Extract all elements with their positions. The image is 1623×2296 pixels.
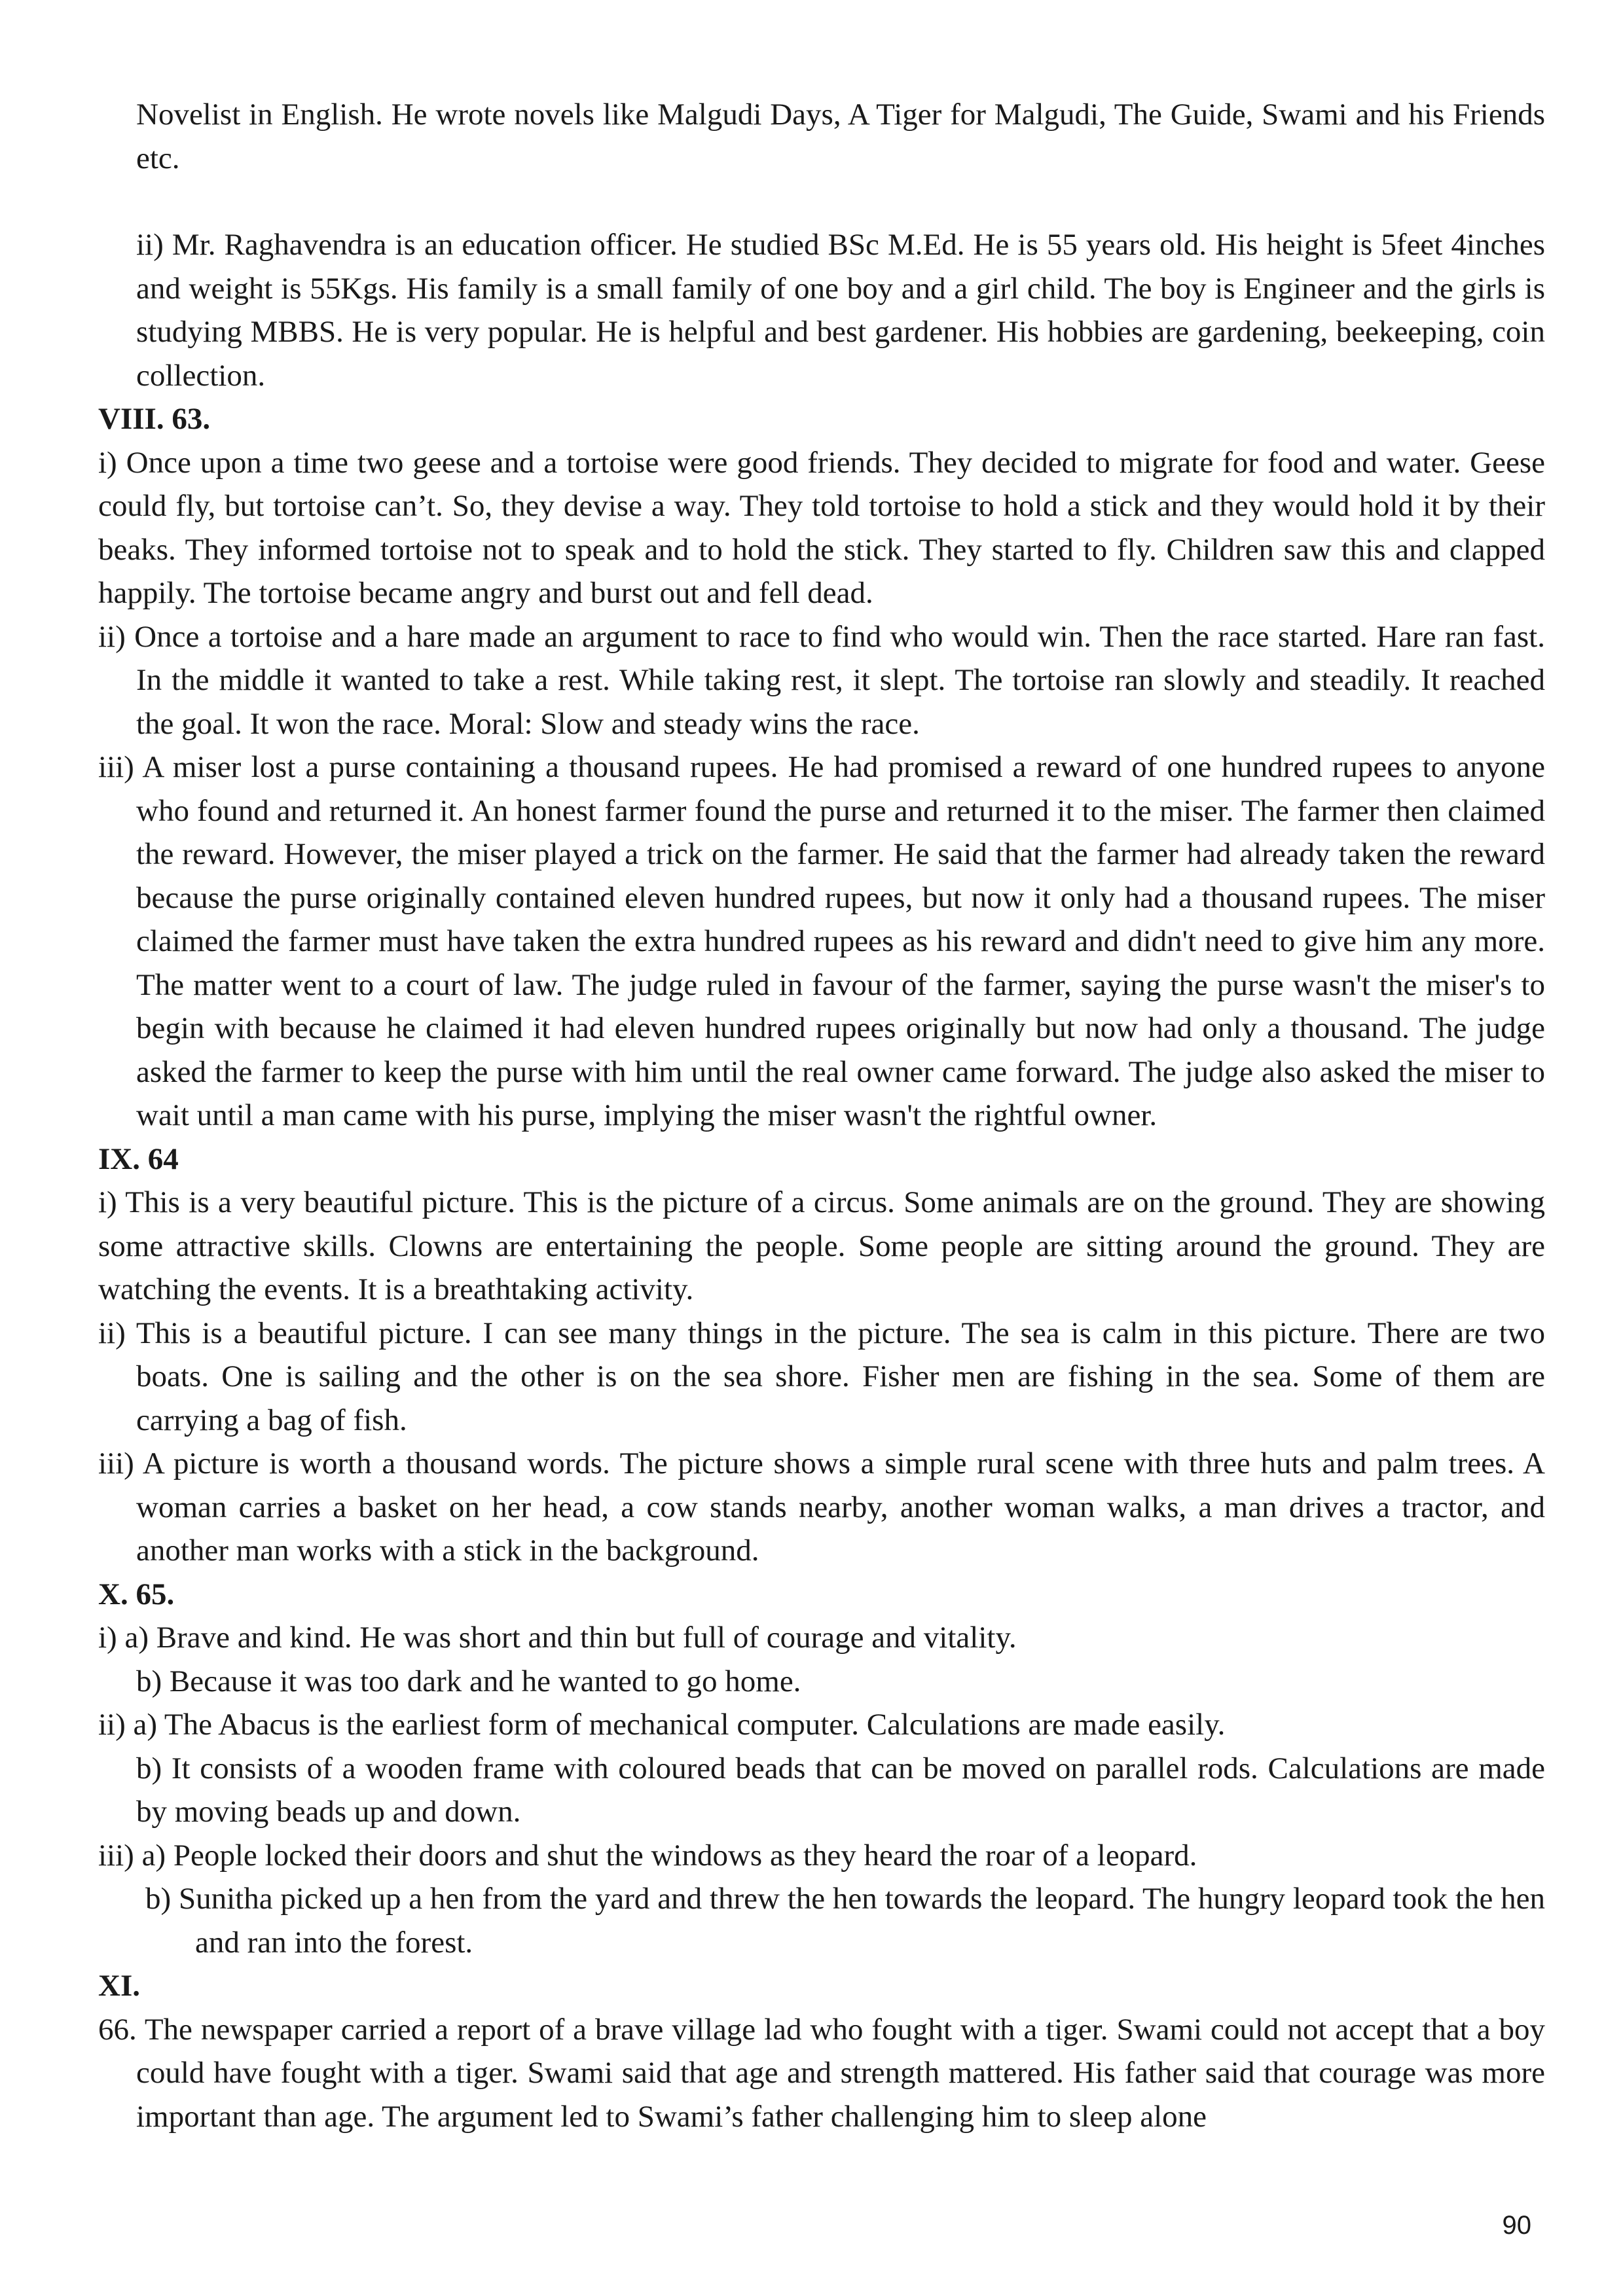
section-heading-viii-63 xyxy=(98,397,1545,441)
heading-roman-numeral: VIII xyxy=(98,402,156,436)
answer-i-a: i) a) Brave and kind. He was short and thin but full of courage and vitality. xyxy=(98,1621,1017,1655)
answer-iii-b: b) Sunitha picked up a hen from the yard and threw the hen towards the leopard. The hungry leopard took the hen and ran into the forest. xyxy=(145,1882,1545,1960)
story-i-geese-tortoise: i) Once upon a time two geese and a tortoise were good friends. They decided to migrate for food and water. Geese could fly, but tortoise can’t. So, they devise a way. They told tortoise to hold a stick and they would hold it by their beaks. They informed tortoise not to speak and to hold the stick. They started to fly. Children saw this and clapped happily. The tortoise became angry and burst out and fell dead. xyxy=(98,445,1545,610)
answer-66-swami-tiger: 66. The newspaper carried a report of a brave village lad who fought with a tiger. Swami could not accept that a boy could have fought with a tiger. Swami said that age and strength mattered. His father said that courage was more important than age. The argument led to Swami’s father challenging him to sleep alone xyxy=(98,2012,1545,2134)
answer-iii-a: iii) a) People locked their doors and shut the windows as they heard the roar of a leopard. xyxy=(98,1838,1197,1873)
picture-i-circus: i) This is a very beautiful picture. This is the picture of a circus. Some animals are on the ground. They are showing some attractive skills. Clowns are entertaining the people. Some people are sitting around the ground. They are watching the events. It is a breathtaking activity. xyxy=(98,1185,1545,1306)
section-heading-x-65: X. 65. xyxy=(98,1577,175,1611)
picture-ii-sea: ii) This is a beautiful picture. I can see many things in the picture. The sea is calm in this picture. There are two boats. One is sailing and the other is on the sea shore. Fisher men are fishing in the sea. Some of them are carrying a bag of fish. xyxy=(98,1316,1545,1437)
answer-continuation-novelist: Novelist in English. He wrote novels like Malgudi Days, A Tiger for Malgudi, The Guide, Swami and his Friends etc. xyxy=(136,98,1545,175)
picture-iii-rural-scene: iii) A picture is worth a thousand words. The picture shows a simple rural scene with three huts and palm trees. A woman carries a basket on her head, a cow stands nearby, another woman walks, a man drives a tractor, and another man works with a stick in the background. xyxy=(98,1446,1545,1568)
answer-ii-a: ii) a) The Abacus is the earliest form of mechanical computer. Calculations are made easily. xyxy=(98,1708,1226,1742)
answer-ii-b: b) It consists of a wooden frame with coloured beads that can be moved on parallel rods. Calculations are made by moving beads up and down. xyxy=(136,1751,1545,1829)
paragraph-gap xyxy=(98,180,1545,223)
answer-i-b: b) Because it was too dark and he wanted to go home. xyxy=(136,1664,801,1698)
page-number: 90 xyxy=(1502,2211,1531,2240)
section-heading-xi: XI. xyxy=(98,1969,140,2003)
story-ii-tortoise-hare: ii) Once a tortoise and a hare made an argument to race to find who would win. Then the race started. Hare ran fast. In the middle it wanted to take a rest. While taking rest, it slept. The tortoise ran slowly and steadily. It reached the goal. It won the race. Moral: Slow and steady wins the race. xyxy=(98,619,1545,741)
answer-ii-raghavendra: ii) Mr. Raghavendra is an education officer. He studied BSc M.Ed. He is 55 years old. His height is 5feet 4inches and weight is 55Kgs. His family is a small family of one boy and a girl child. The boy is Engineer and the girls is studying MBBS. He is very popular. He is helpful and best gardener. His hobbies are gardening, beekeeping, coin collection. xyxy=(136,228,1545,393)
document-page xyxy=(98,93,1545,2138)
heading-number: . 63. xyxy=(156,402,211,436)
section-heading-ix-64: IX. 64 xyxy=(98,1141,179,1176)
story-iii-miser-purse: iii) A miser lost a purse containing a thousand rupees. He had promised a reward of one hundred rupees to anyone who found and returned it. An honest farmer found the purse and returned it to the miser. The farmer then claimed the reward. However, the miser played a trick on the farmer. He said that the farmer had already taken the reward because the purse originally contained eleven hundred rupees, but now it only had a thousand rupees. The miser claimed the farmer must have taken the extra hundred rupees as his reward and didn't need to give him any more. The matter went to a court of law. The judge ruled in favour of the farmer, saying the purse wasn't the miser's to begin with because he claimed it had eleven hundred rupees originally but now had only a thousand. The judge asked the farmer to keep the purse with him until the real owner came forward. The judge also asked the miser to wait until a man came with his purse, implying the miser wasn't the rightful owner. xyxy=(98,750,1545,1132)
